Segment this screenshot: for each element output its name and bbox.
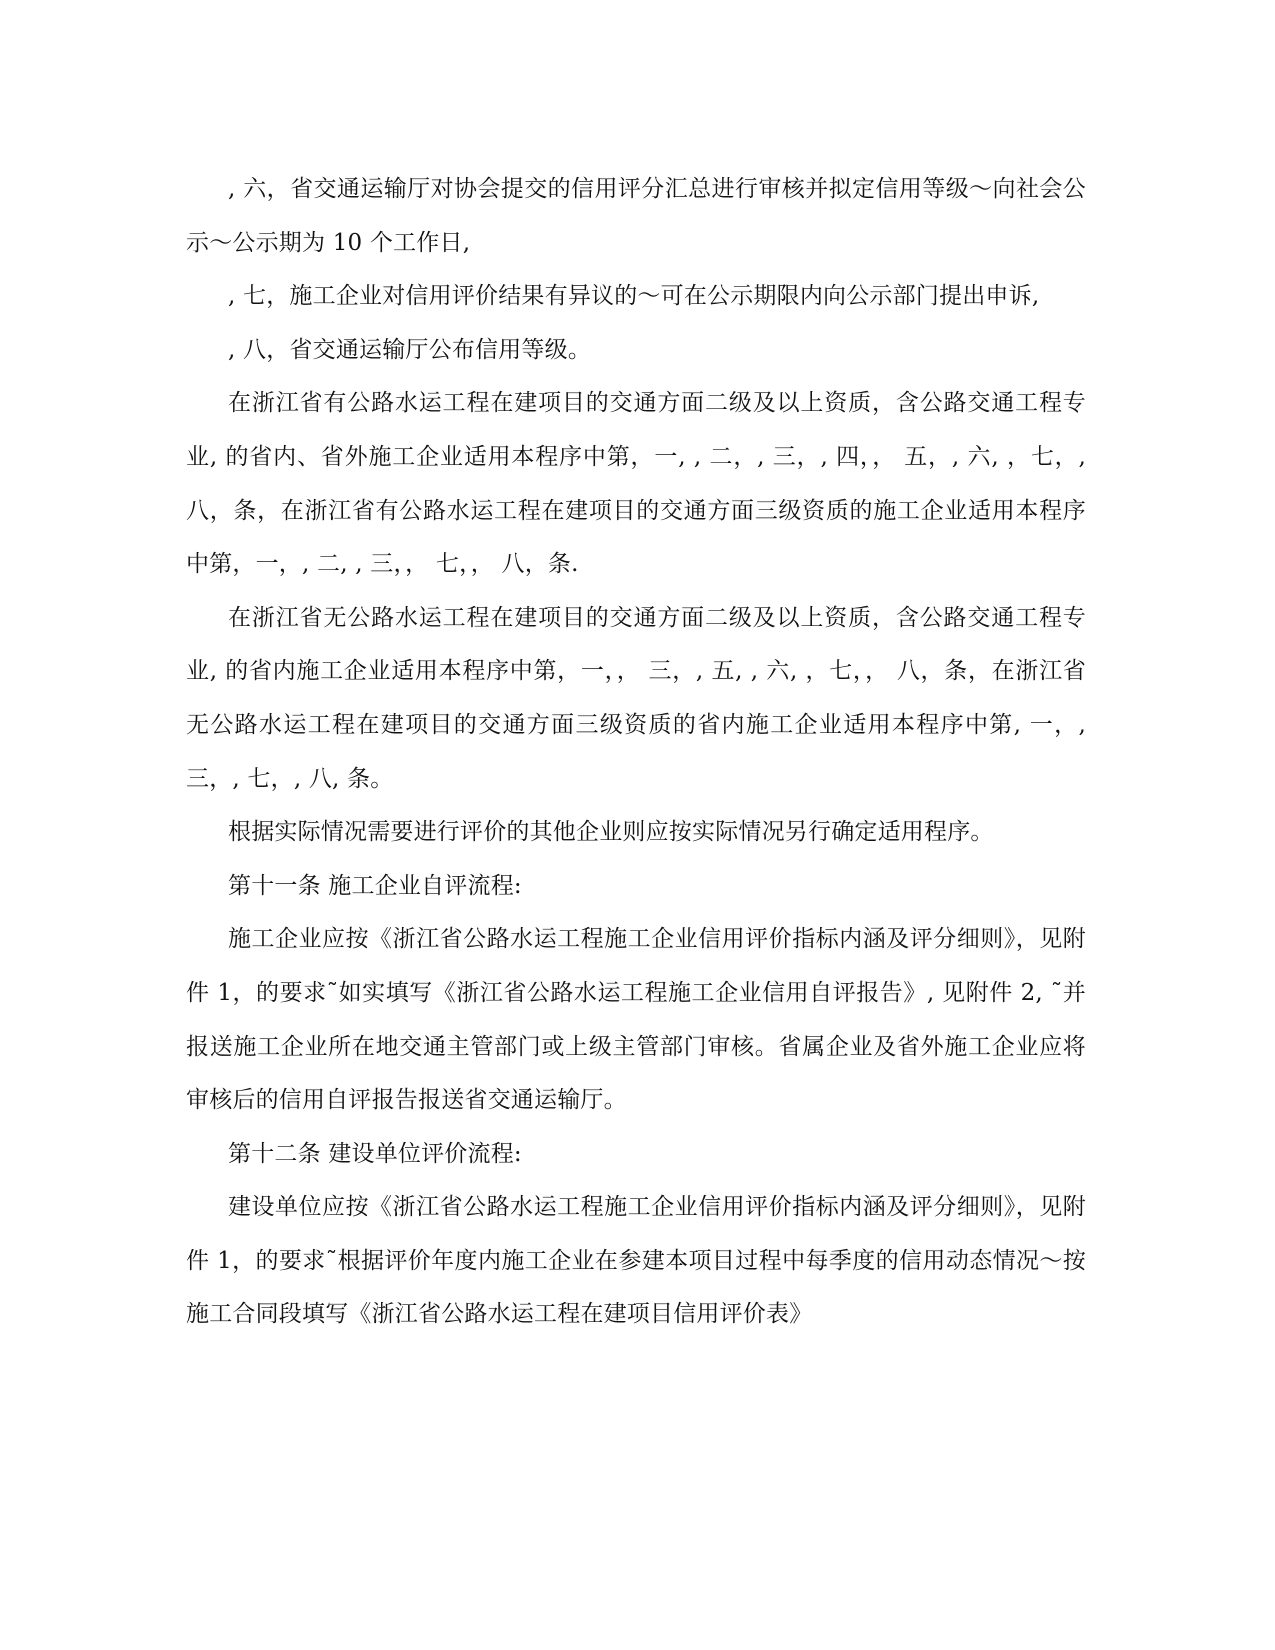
paragraph-scope-without-projects: 在浙江省无公路水运工程在建项目的交通方面二级及以上资质，含公路交通工程专业, 的省内施工企业适用本程序中第，一，， 三，, 五, , 六, ，七，， 八，条，在浙江省无公路水运工程在建项目的交通方面三级资质的省内施工企业适用本程序中第, 一，, 三，, 七，, 八, 条。	[186, 604, 1086, 792]
document-body	[186, 163, 1086, 1342]
paragraph-item-8: , 八，省交通运输厅公布信用等级。	[228, 336, 592, 363]
article-12-body: 建设单位应按《浙江省公路水运工程施工企业信用评价指标内涵及评分细则》，见附件 1，的要求˜根据评价年度内施工企业在参建本项目过程中每季度的信用动态情况～按施工合同段填写《浙江省公路水运工程在建项目信用评价表》	[186, 1194, 1086, 1328]
paragraph-other-enterprises: 根据实际情况需要进行评价的其他企业则应按实际情况另行确定适用程序。	[228, 819, 994, 846]
paragraph-item-6: , 六，省交通运输厅对协会提交的信用评分汇总进行审核并拟定信用等级～向社会公示～公示期为 10 个工作日,	[186, 176, 1086, 256]
paragraph-scope-with-projects: 在浙江省有公路水运工程在建项目的交通方面二级及以上资质，含公路交通工程专业, 的省内、省外施工企业适用本程序中第，一, , 二，, 三，, 四，， 五，, 六, ，七，, 八，条，在浙江省有公路水运工程在建项目的交通方面三级资质的施工企业适用本程序中第，一，, 二, , 三，， 七，， 八，条.	[186, 390, 1086, 578]
article-11-body: 施工企业应按《浙江省公路水运工程施工企业信用评价指标内涵及评分细则》，见附件 1，的要求˜如实填写《浙江省公路水运工程施工企业信用自评报告》, 见附件 2, ˜并报送施工企业所在地交通主管部门或上级主管部门审核。省属企业及省外施工企业应将审核后的信用自评报告报送省交通运输厅。	[186, 926, 1086, 1114]
paragraph-item-7: , 七，施工企业对信用评价结果有异议的～可在公示期限内向公示部门提出申诉,	[228, 283, 1040, 310]
article-11-heading: 第十一条 施工企业自评流程:	[228, 872, 522, 899]
article-12-heading: 第十二条 建设单位评价流程:	[228, 1140, 522, 1167]
